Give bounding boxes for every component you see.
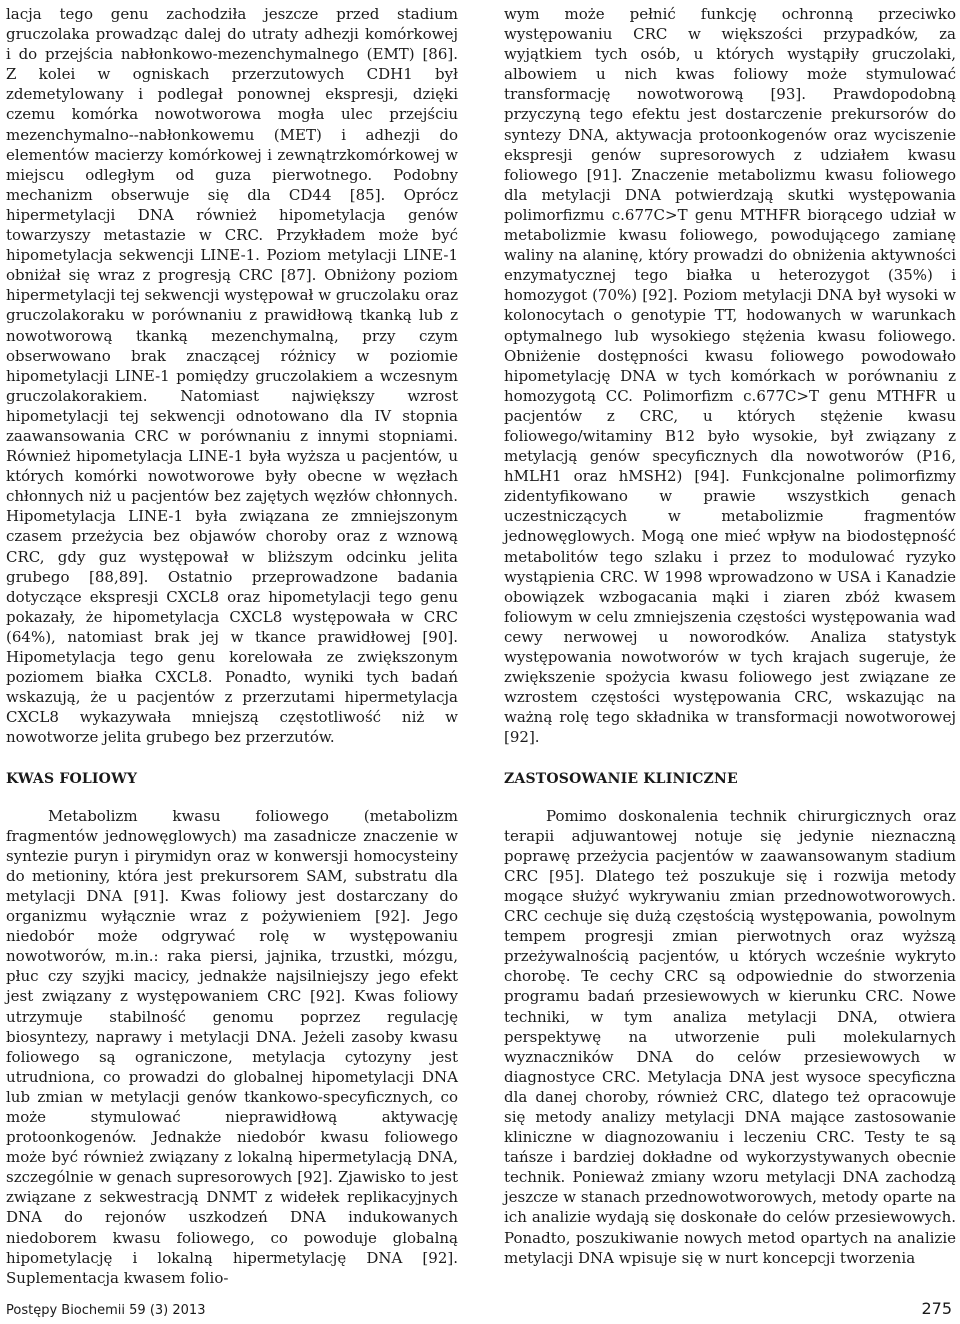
left-column [6, 4, 458, 1288]
right-column [504, 4, 956, 1268]
section-heading-kwas-foliowy: KWAS FOLIOWY [6, 771, 138, 788]
body-paragraph: wym może pełnić funkcję ochronną przeciwko występowaniu CRC w większości przypadków, za wyjątkiem tych osób, u których wystąpiły gruczolaki, albowiem u nich kwas foliowy może stymulować transformację nowotworową [93]. Prawdopodobną przyczyną tego efektu jest dostarczenie prekursorów do syntezy DNA, aktywacja protoonkogenów oraz wyciszenie ekspresji genów supresorowych z udziałem kwasu foliowego [91]. Znaczenie metabolizmu kwasu foliowego dla metylacji DNA potwierdzają skutki występowania polimorfizmu c.677C>T genu MTHFR biorącego udział w metabolizmie kwasu foliowego, powodującego zamianę waliny na alaninę, który prowadzi do obniżenia aktywności enzymatycznej tego białka u heterozygot (35%) i homozygot (70%) [92]. Poziom metylacji DNA był wysoki w kolonocytach o genotypie TT, hodowanych w warunkach optymalnego lub wysokiego stężenia kwasu foliowego. Obniżenie dostępności kwasu foliowego powodowało hipometylację DNA w tych komórkach w porównaniu z homozygotą CC. Polimorfizm c.677C>T genu MTHFR u pacjentów z CRC, u których stężenie kwasu foliowego/witaminy B12 było wysokie, był związany z metylacją genów specyficznych dla nowotworów (P16, hMLH1 oraz hMSH2) [94]. Funkcjonalne polimorfizmy zidentyfikowano w prawie wszystkich genach uczestniczących w metabolizmie fragmentów jednowęglowych. Mogą one mieć wpływ na biodostępność metabolitów tego szlaku i przez to modulować ryzyko wystąpienia CRC. W 1998 wprowadzono w USA i Kanadzie obowiązek wzbogacania mąki i ziaren zbóż kwasem foliowym w celu zmniejszenia częstości występowania wad cewy nerwowej u noworodków. Analiza statystyk występowania nowotworów w tych krajach sugeruje, że zwiększenie spożycia kwasu foliowego jest związane ze wzrostem częstości występowania CRC, wskazując na ważną rolę tego składnika w transformacji nowotworowej [92]. [504, 5, 956, 747]
body-paragraph: Metabolizm kwasu foliowego (metabolizm fragmentów jednowęglowych) ma zasadnicze znaczenie w syntezie puryn i pirymidyn oraz w konwersji homocysteiny do metioniny, która jest prekursorem SAM, substratu dla metylacji DNA [91]. Kwas foliowy jest dostarczany do organizmu wyłącznie wraz z pożywieniem [92]. Jego niedobór może odgrywać rolę w występowaniu nowotworów, m.in.: raka piersi, jajnika, trzustki, mózgu, płuc czy szyjki macicy, jednakże najsilniejszy jego efekt jest związany z występowaniem CRC [92]. Kwas foliowy utrzymuje stabilność genomu poprzez regulację biosyntezy, naprawy i metylacji DNA. Jeżeli zasoby kwasu foliowego są ograniczone, metylacja cytozyny jest utrudniona, co prowadzi do globalnej hipometylacji DNA lub zmian w metylacji genów tkankowo-specyficznych, co może stymulować nieprawidłową aktywację protoonkogenów. Jednakże niedobór kwasu foliowego może być również związany z lokalną hipermetylacją DNA, szczególnie w genach supresorowych [92]. Zjawisko to jest związane z sekwestracją DNMT z widełek replikacyjnych DNA do rejonów uszkodzeń DNA indukowanych niedoborem kwasu foliowego, co powoduje globalną hipometylację i lokalną hipermetylację DNA [92]. Suplementacja kwasem folio- [6, 806, 458, 1287]
section-heading-zastosowanie-kliniczne: ZASTOSOWANIE KLINICZNE [504, 771, 738, 788]
body-paragraph: lacja tego genu zachodziła jeszcze przed stadium gruczolaka prowadząc dalej do utraty adhezji komórkowej i do przejścia nabłonkowo-mezenchymalnego (EMT) [86]. Z kolei w ogniskach przerzutowych CDH1 był zdemetylowany i podlegał ponownej ekspresji, dzięki czemu komórka nowotworowa mogła ulec przejściu mezenchymalno--nabłonkowemu (MET) i adhezji do elementów macierzy komórkowej i zewnątrzkomórkowej w miejscu odległym od guza pierwotnego. Podobny mechanizm obserwuje się dla CD44 [85]. Oprócz hipermetylacji DNA również hipometylacja genów towarzyszy metastazie w CRC. Przykładem może być hipometylacja sekwencji LINE-1. Poziom metylacji LINE-1 obniżał się wraz z progresją CRC [87]. Obniżony poziom hipermetylacji tej sekwencji występował w gruczolaku oraz gruczolakoraku w porównaniu z prawidłową tkanką lub z nowotworową tkanką mezenchymalną, przy czym obserwowano brak znaczącej różnicy w poziomie hipometylacji LINE-1 pomiędzy gruczolakiem a wczesnym gruczolakorakiem. Natomiast największy wzrost hipometylacji tej sekwencji odnotowano dla IV stopnia zaawansowania CRC w porównaniu z innymi stopniami. Również hipometylacja LINE-1 była wyższa u pacjentów, u których komórki nowotworowe były obecne w węzłach chłonnych niż u pacjentów bez zajętych węzłów chłonnych. Hipometylacja LINE-1 była związana ze zmniejszonym czasem przeżycia bez objawów choroby oraz z wznową CRC, gdy guz występował w bliższym odcinku jelita grubego [88,89]. Ostatnio przeprowadzone badania dotyczące ekspresji CXCL8 oraz hipometylacji tego genu pokazały, że hipometylacja CXCL8 występowała w CRC (64%), natomiast brak jej w tkance prawidłowej [90]. Hipometylacja tego genu korelowała ze zwiększonym poziomem białka CXCL8. Ponadto, wyniki tych badań wskazują, że u pacjentów z przerzutami hipermetylacja CXCL8 wykazywała mniejszą częstotliwość niż w nowotworze jelita grubego bez przerzutów. [6, 5, 458, 747]
page-number: 275 [921, 1299, 952, 1318]
footer-journal-citation: Postępy Biochemii 59 (3) 2013 [6, 1303, 206, 1318]
body-paragraph: Pomimo doskonalenia technik chirurgicznych oraz terapii adjuwantowej notuje się jedynie nieznaczną poprawę przeżycia pacjentów w zaawansowanym stadium CRC [95]. Dlatego też poszukuje się i rozwija metody mogące służyć wykrywaniu zmian przednowotworowych. CRC cechuje się dużą częstością występowania, powolnym tempem progresji zmian pierwotnych oraz wyższą przeżywalnością pacjentów, u których wcześnie wykryto chorobę. Te cechy CRC są odpowiednie do stworzenia programu badań przesiewowych w kierunku CRC. Nowe techniki, w tym analiza metylacji DNA, otwiera perspektywę na utworzenie puli molekularnych wyznaczników DNA do celów przesiewowych w diagnostyce CRC. Metylacja DNA jest wysoce specyficzna dla danej choroby, również CRC, dlatego też opracowuje się metody analizy metylacji DNA mające zastosowanie kliniczne w diagnozowaniu i leczeniu CRC. Testy te są tańsze i bardziej dokładne od wykorzystywanych obecnie technik. Ponieważ zmiany wzoru metylacji DNA zachodzą jeszcze w stanach przednowotworowych, metody oparte na ich analizie wydają się doskonałe do celów przesiewowych. Ponadto, poszukiwanie nowych metod opartych na analizie metylacji DNA wpisuje się w nurt koncepcji tworzenia [504, 806, 956, 1267]
